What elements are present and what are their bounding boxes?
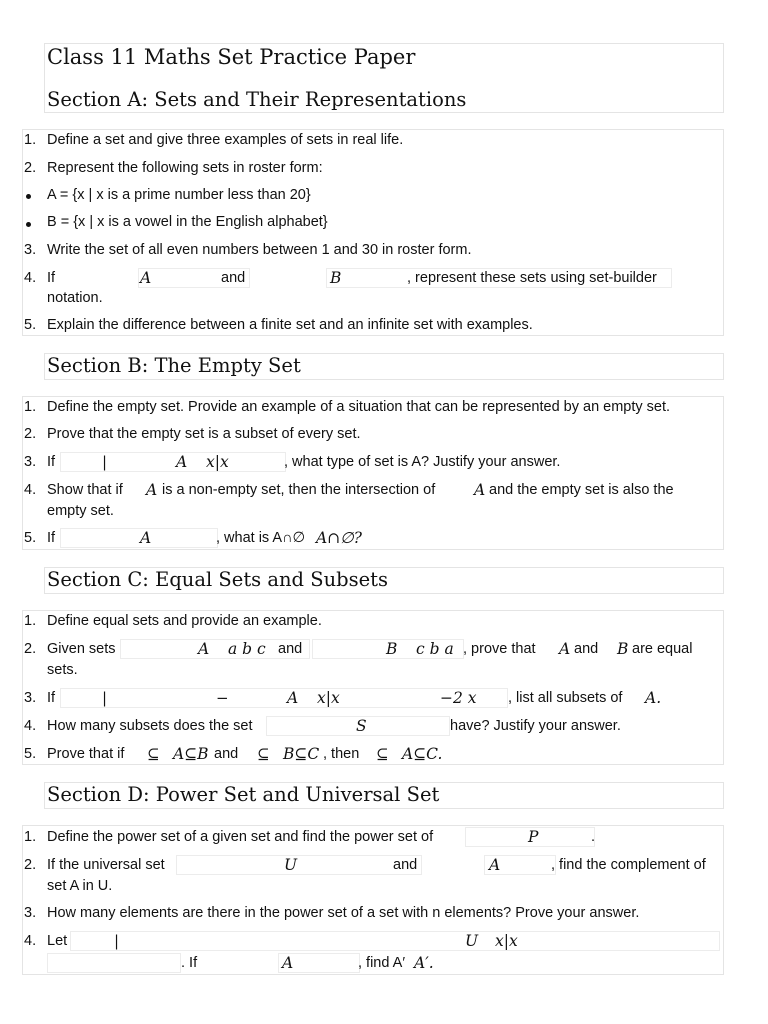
math-A: A <box>198 640 210 658</box>
math-set-builder: x|x <box>495 932 518 950</box>
page-title: Class 11 Maths Set Practice Paper <box>47 45 416 69</box>
list-number: 4. <box>24 933 37 949</box>
math-A: A <box>287 689 299 707</box>
math-cell <box>47 953 181 973</box>
section-a-q4-line2: notation. <box>47 290 103 306</box>
section-a-q2: Represent the following sets in roster form: <box>47 160 323 176</box>
section-a-q4-if: If <box>47 270 56 286</box>
section-c-q3-if: If <box>47 690 56 706</box>
math-set-builder: x|x <box>317 689 340 707</box>
math-A: A <box>146 481 158 499</box>
math-A: A <box>140 529 152 547</box>
math-subset: ⊆ <box>257 745 270 763</box>
math-U: U <box>284 856 298 874</box>
section-b-q3-if: If <box>47 454 56 470</box>
section-a-heading: Section A: Sets and Their Representations <box>47 88 467 111</box>
math-bar: | <box>102 453 108 471</box>
section-b-q2: Prove that the empty set is a subset of every set. <box>47 426 361 442</box>
section-b-q3-rest: , what type of set is A? Justify your answer. <box>284 454 561 470</box>
math-set-cba: c b a <box>416 640 454 658</box>
math-A: A <box>559 640 571 658</box>
list-number: 4. <box>24 270 37 286</box>
math-subset: ⊆ <box>147 745 160 763</box>
section-b-list <box>22 396 724 550</box>
section-a-q4-rest: , represent these sets using set-builder <box>407 270 657 286</box>
section-b-heading: Section B: The Empty Set <box>47 354 301 377</box>
math-P: P <box>528 828 539 846</box>
math-expression: A⊆C. <box>402 745 443 763</box>
list-number: 3. <box>24 242 37 258</box>
list-number: 2. <box>24 857 37 873</box>
math-A: A <box>176 453 188 471</box>
section-a-bullet-1: A = {x | x is a prime number less than 20} <box>47 187 311 203</box>
math-A: A <box>140 269 152 287</box>
section-c-q3-rest: , list all subsets of <box>508 690 623 706</box>
math-set-builder: x|x <box>206 453 229 471</box>
math-A: A <box>474 481 486 499</box>
section-b-q4-b: is a non-empty set, then the intersection of <box>162 482 436 498</box>
math-bar: | <box>114 932 120 950</box>
section-d-q3: How many elements are there in the power set of a set with n elements? Prove your answer. <box>47 905 640 921</box>
section-c-q4-b: have? Justify your answer. <box>450 718 621 734</box>
list-number: 5. <box>24 317 37 333</box>
math-A: A <box>282 954 294 972</box>
section-d-heading: Section D: Power Set and Universal Set <box>47 783 440 806</box>
math-expression: A⊆B <box>173 745 209 763</box>
math-expression: B⊆C <box>283 745 320 763</box>
section-c-q2-a: Given sets <box>47 641 116 657</box>
section-d-q1-dot: . <box>591 829 596 845</box>
math-S: S <box>356 717 367 735</box>
section-c-q2-d: are equal <box>632 641 693 657</box>
section-c-q4-a: How many subsets does the set <box>47 718 253 734</box>
section-c-q2-and: and <box>278 641 303 657</box>
list-number: 2. <box>24 160 37 176</box>
list-number: 4. <box>24 718 37 734</box>
section-d-q2-rest: , find the complement of <box>551 857 706 873</box>
section-d-q4-let: Let <box>47 933 68 949</box>
math-A: A <box>489 856 501 874</box>
section-a-q3: Write the set of all even numbers between 1 and 30 in roster form. <box>47 242 472 258</box>
math-U: U <box>465 932 479 950</box>
section-d-q1-a: Define the power set of a given set and find the power set of <box>47 829 434 845</box>
math-B: B <box>386 640 398 658</box>
section-d-q4-if: . If <box>181 955 198 971</box>
section-c-q5-then: , then <box>323 746 360 762</box>
section-d-q4-find: , find A′ <box>358 955 406 971</box>
list-number: 1. <box>24 132 37 148</box>
section-b-q1: Define the empty set. Provide an example of a situation that can be represented by an empty set. <box>47 399 671 415</box>
math-expression: A′. <box>414 954 434 972</box>
math-cell <box>60 452 286 472</box>
list-number: 4. <box>24 482 37 498</box>
section-a-q5: Explain the difference between a finite set and an infinite set with examples. <box>47 317 533 333</box>
bullet-icon <box>26 222 31 227</box>
math-cell <box>176 855 422 875</box>
section-a-q4-and: and <box>221 270 246 286</box>
list-number: 3. <box>24 690 37 706</box>
math-B: B <box>330 269 342 287</box>
math-cell <box>60 528 218 548</box>
math-subset: ⊆ <box>376 745 389 763</box>
section-c-q1: Define equal sets and provide an example. <box>47 613 322 629</box>
section-c-q5-a: Prove that if <box>47 746 125 762</box>
math-B: B <box>617 640 629 658</box>
math-range: −2 x <box>440 689 477 707</box>
list-number: 1. <box>24 829 37 845</box>
section-b-q4-line2: empty set. <box>47 503 114 519</box>
math-minus: − <box>216 689 229 707</box>
section-b-q4-c: and the empty set is also the <box>489 482 674 498</box>
list-number: 1. <box>24 613 37 629</box>
section-d-q2-a: If the universal set <box>47 857 165 873</box>
list-number: 3. <box>24 905 37 921</box>
section-a-q1: Define a set and give three examples of sets in real life. <box>47 132 404 148</box>
list-number: 2. <box>24 641 37 657</box>
math-expression: A∩∅? <box>316 529 362 547</box>
section-d-q2-and: and <box>393 857 418 873</box>
section-a-bullet-2: B = {x | x is a vowel in the English alphabet} <box>47 214 328 230</box>
list-number: 2. <box>24 426 37 442</box>
section-c-q5-and: and <box>214 746 239 762</box>
list-number: 3. <box>24 454 37 470</box>
list-number: 5. <box>24 530 37 546</box>
math-set-abc: a b c <box>228 640 266 658</box>
section-d-q2-line2: set A in U. <box>47 878 113 894</box>
section-b-q5-rest: , what is A∩∅ <box>216 530 306 546</box>
list-number: 5. <box>24 746 37 762</box>
section-c-q2-b: , prove that <box>463 641 536 657</box>
math-bar: | <box>102 689 108 707</box>
section-b-q5-if: If <box>47 530 56 546</box>
bullet-icon <box>26 194 31 199</box>
section-b-q4-a: Show that if <box>47 482 123 498</box>
section-c-q2-line2: sets. <box>47 662 78 678</box>
section-c-q2-c: and <box>574 641 599 657</box>
section-c-heading: Section C: Equal Sets and Subsets <box>47 568 389 591</box>
list-number: 1. <box>24 399 37 415</box>
math-cell <box>70 931 720 951</box>
math-A: A. <box>645 689 662 707</box>
